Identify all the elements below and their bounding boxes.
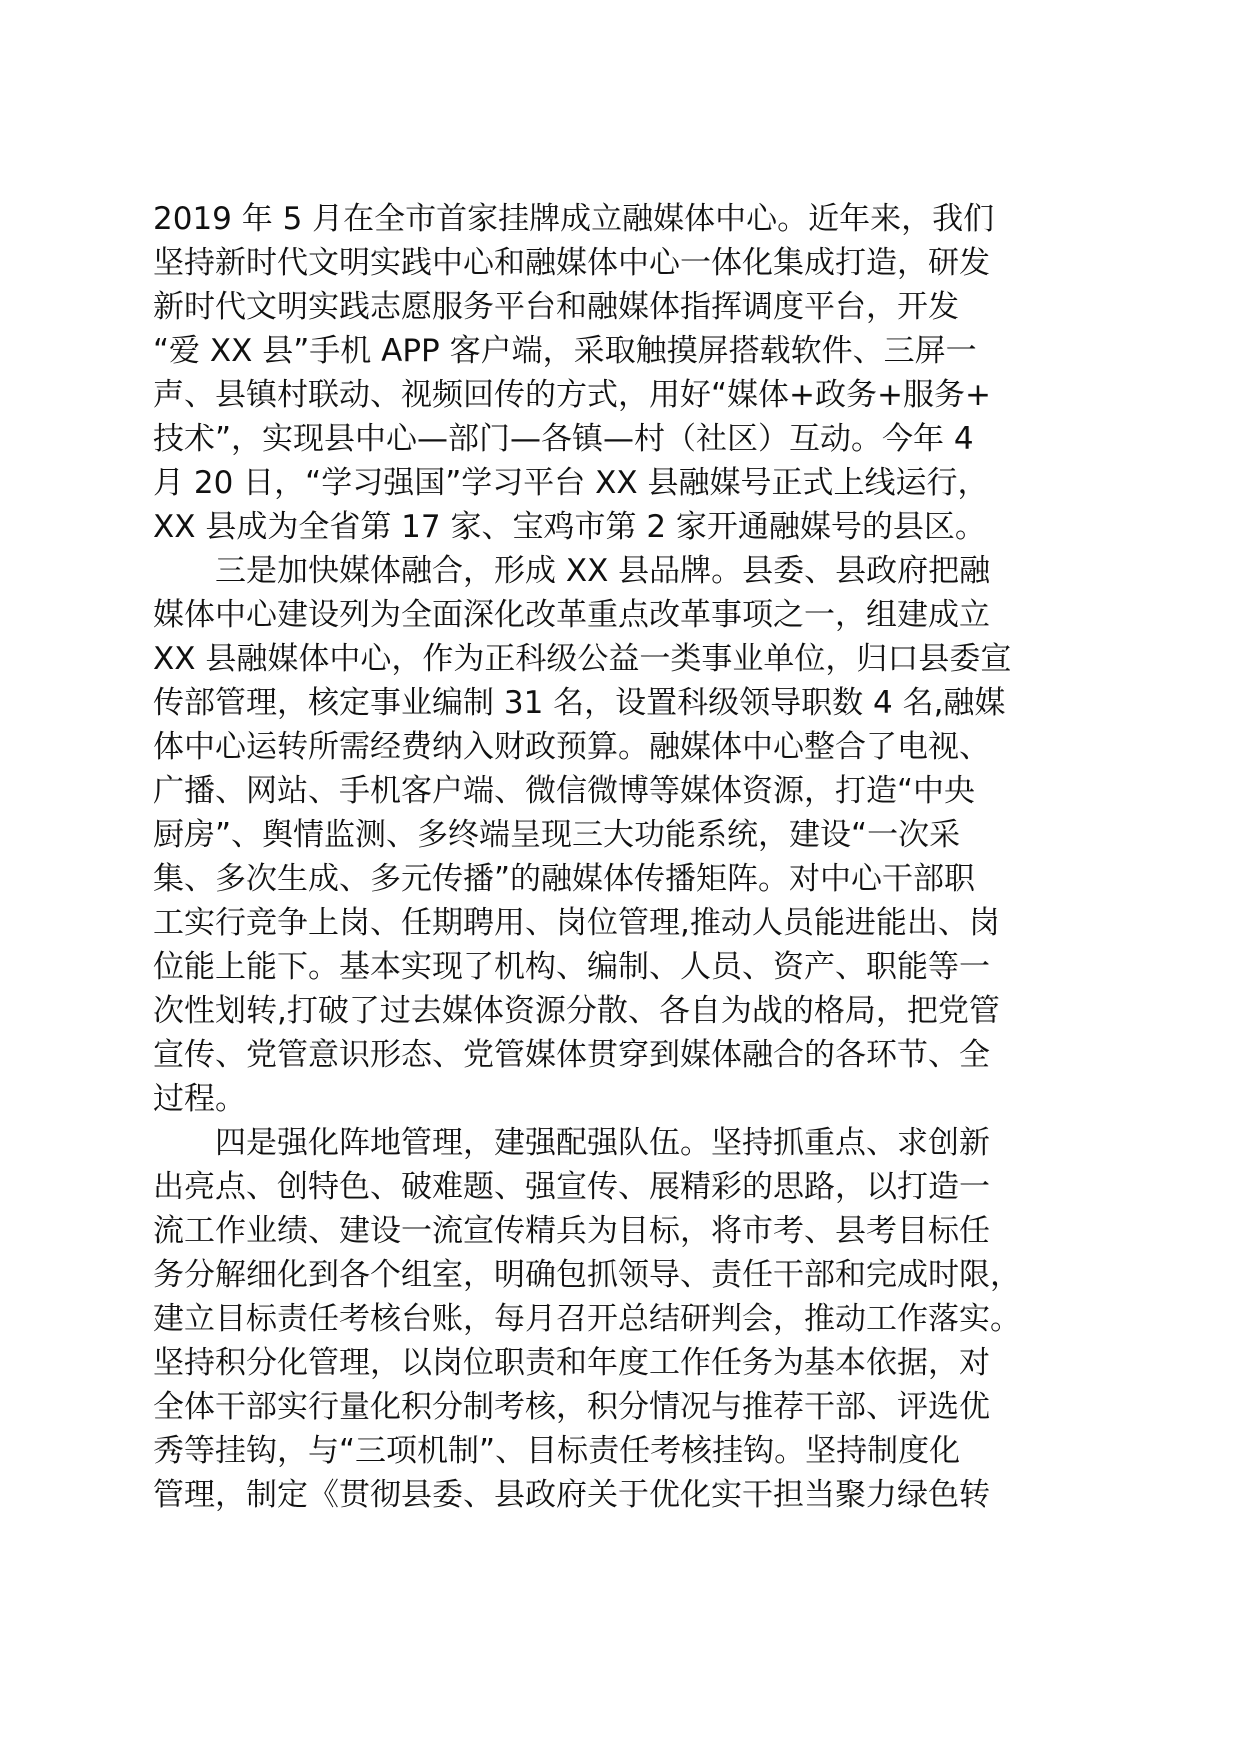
paragraph-2 (153, 549, 1093, 1121)
text-line: 工实行竞争上岗、任期聘用、岗位管理,推动人员能进能出、岗 (153, 905, 1000, 941)
text-line: 流工作业绩、建设一流宣传精兵为目标，将市考、县考目标任 (153, 1213, 990, 1249)
text-line: 秀等挂钩，与“三项机制”、目标责任考核挂钩。坚持制度化 (153, 1433, 961, 1469)
text-line: 宣传、党管意识形态、党管媒体贯穿到媒体融合的各环节、全 (153, 1037, 990, 1073)
text-line: 集、多次生成、多元传播”的融媒体传播矩阵。对中心干部职 (153, 861, 976, 897)
text-line: 月 20 日，“学习强国”学习平台 XX 县融媒号正式上线运行， (153, 465, 989, 501)
text-line: 三是加快媒体融合，形成 XX 县品牌。县委、县政府把融 (215, 553, 991, 589)
text-line: 坚持积分化管理，以岗位职责和年度工作任务为基本依据，对 (153, 1345, 990, 1381)
text-line: 媒体中心建设列为全面深化改革重点改革事项之一，组建成立 (153, 597, 990, 633)
text-line: “爱 XX 县”手机 APP 客户端，采取触摸屏搭载软件、三屏一 (153, 333, 977, 369)
text-line: 务分解细化到各个组室，明确包抓领导、责任干部和完成时限， (153, 1257, 1021, 1293)
text-line: 坚持新时代文明实践中心和融媒体中心一体化集成打造，研发 (153, 245, 990, 281)
text-line: 广播、网站、手机客户端、微信微博等媒体资源，打造“中央 (153, 773, 976, 809)
text-line: 技术”，实现县中心—部门—各镇—村（社区）互动。今年 4 (153, 421, 974, 457)
text-line: 全体干部实行量化积分制考核，积分情况与推荐干部、评选优 (153, 1389, 990, 1425)
text-line: 声、县镇村联动、视频回传的方式，用好“媒体+政务+服务+ (153, 377, 991, 413)
paragraph-3 (153, 1121, 1093, 1517)
text-line: 建立目标责任考核台账，每月召开总结研判会，推动工作落实。 (153, 1301, 1021, 1337)
text-line: 2019 年 5 月在全市首家挂牌成立融媒体中心。近年来，我们 (153, 201, 995, 237)
text-line: 管理，制定《贯彻县委、县政府关于优化实干担当聚力绿色转 (153, 1477, 990, 1513)
document-body (153, 197, 1093, 1517)
text-line: 位能上能下。基本实现了机构、编制、人员、资产、职能等一 (153, 949, 990, 985)
text-line: 过程。 (153, 1081, 246, 1117)
text-line: 新时代文明实践志愿服务平台和融媒体指挥调度平台，开发 (153, 289, 959, 325)
text-line: 出亮点、创特色、破难题、强宣传、展精彩的思路，以打造一 (153, 1169, 990, 1205)
text-line: XX 县融媒体中心，作为正科级公益一类事业单位，归口县委宣 (153, 641, 1012, 677)
text-line: 传部管理，核定事业编制 31 名，设置科级领导职数 4 名,融媒 (153, 685, 1006, 721)
text-line: 体中心运转所需经费纳入财政预算。融媒体中心整合了电视、 (153, 729, 990, 765)
paragraph-1 (153, 197, 1093, 549)
text-line: XX 县成为全省第 17 家、宝鸡市第 2 家开通融媒号的县区。 (153, 509, 986, 545)
text-line: 四是强化阵地管理，建强配强队伍。坚持抓重点、求创新 (215, 1125, 990, 1161)
text-line: 次性划转,打破了过去媒体资源分散、各自为战的格局，把党管 (153, 993, 1000, 1029)
text-line: 厨房”、舆情监测、多终端呈现三大功能系统，建设“一次采 (153, 817, 961, 853)
